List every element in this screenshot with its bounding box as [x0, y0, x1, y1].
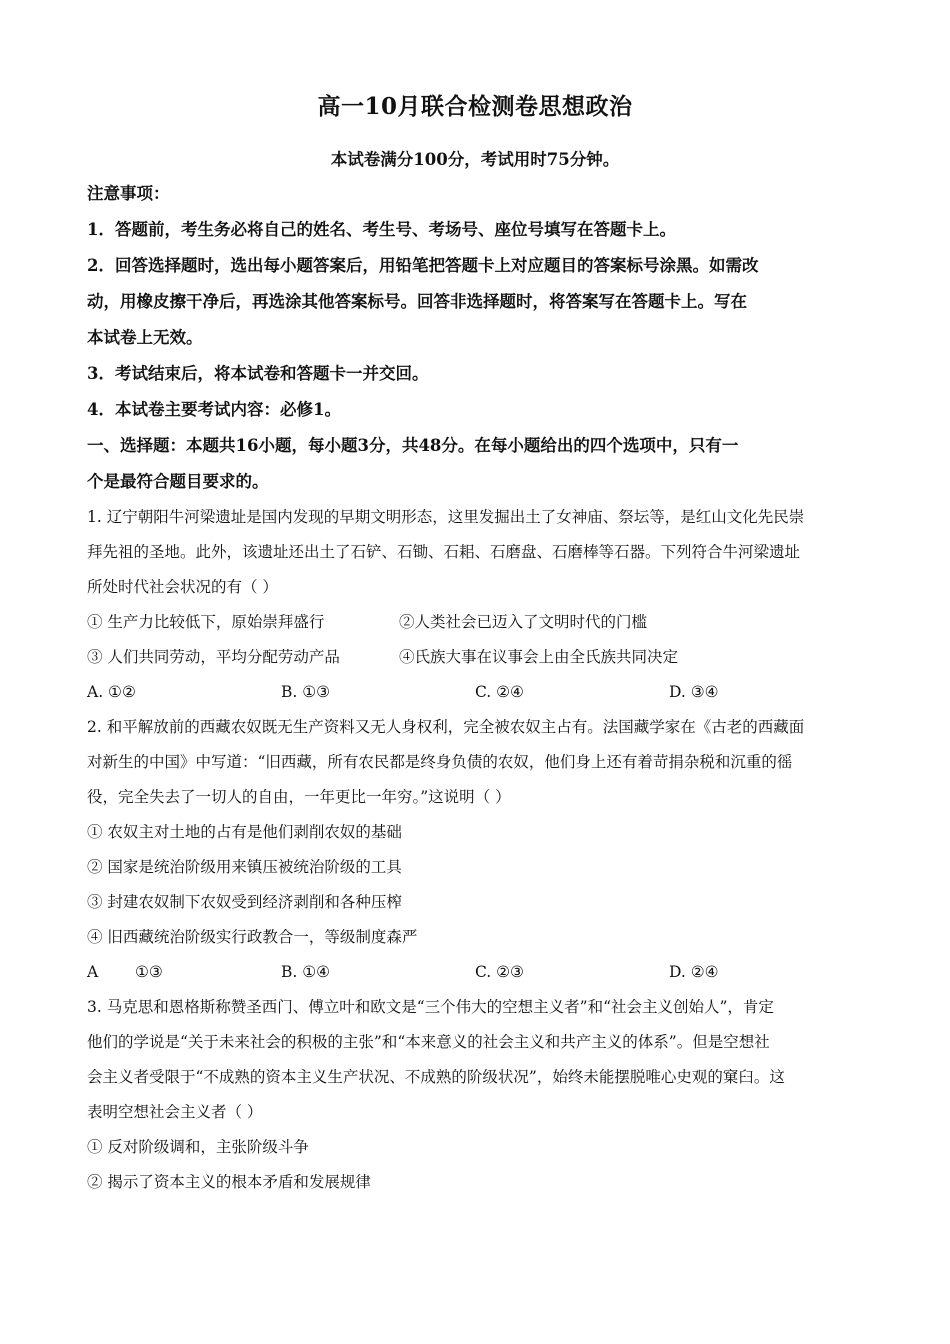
- statement: ① 农奴主对土地的占有是他们剥削农奴的基础: [87, 823, 402, 841]
- exam-content: [87, 176, 863, 1200]
- question-stem: 1. 辽宁朝阳牛河梁遗址是国内发现的早期文明形态，这里发掘出土了女神庙、祭坛等，是红山文化先民崇: [87, 508, 805, 526]
- answer-options: [87, 675, 863, 710]
- option-a-letter: A: [87, 963, 99, 981]
- question-1: [87, 500, 863, 710]
- notice-line: 1．答题前，考生务必将自己的姓名、考生号、考场号、座位号填写在答题卡上。: [87, 220, 676, 239]
- statement: ②人类社会已迈入了文明时代的门槛: [399, 613, 648, 631]
- section-heading: 一、选择题：本题共16小题，每小题3分，共48分。在每小题给出的四个选项中，只有一: [87, 436, 739, 455]
- question-stem: 对新生的中国》中写道：“旧西藏，所有农民都是终身负债的农奴，他们身上还有着苛捐杂税和沉重的徭: [87, 753, 793, 771]
- statement: ② 国家是统治阶级用来镇压被统治阶级的工具: [87, 858, 402, 876]
- notice-line: 4．本试卷主要考试内容：必修1。: [87, 400, 341, 419]
- option-a: A. ①②: [87, 683, 136, 701]
- question-stem: 2. 和平解放前的西藏农奴既无生产资料又无人身权利，完全被农奴主占有。法国藏学家在《古老的西藏面: [87, 718, 805, 736]
- option-c: C. ②③: [475, 963, 524, 981]
- answer-options: [87, 955, 863, 990]
- statement: ② 揭示了资本主义的根本矛盾和发展规律: [87, 1173, 371, 1191]
- question-stem: 会主义者受限于“不成熟的资本主义生产状况、不成熟的阶级状况”，始终未能摆脱唯心史观的窠臼。这: [87, 1068, 785, 1086]
- question-stem: 拜先祖的圣地。此外，该遗址还出土了石铲、石锄、石耜、石磨盘、石磨棒等石器。下列符合牛河梁遗址: [87, 543, 801, 561]
- exam-info: 本试卷满分100分，考试用时75分钟。: [330, 150, 620, 169]
- option-a: ①③: [135, 963, 163, 981]
- section-heading: 个是最符合题目要求的。: [87, 472, 269, 491]
- notice-line: 3．考试结束后，将本试卷和答题卡一并交回。: [87, 364, 429, 383]
- page-title: 高一10月联合检测卷思想政治: [317, 93, 633, 120]
- option-b: B. ①④: [281, 963, 331, 981]
- statement: ① 生产力比较低下，原始崇拜盛行: [87, 613, 325, 631]
- question-3: [87, 990, 863, 1200]
- notice-heading: 注意事项：: [87, 184, 170, 203]
- statement: ① 反对阶级调和，主张阶级斗争: [87, 1138, 309, 1156]
- option-d: D. ③④: [669, 683, 719, 701]
- question-stem: 3. 马克思和恩格斯称赞圣西门、傅立叶和欧文是“三个伟大的空想主义者”和“社会主义创始人”，肯定: [87, 998, 774, 1016]
- option-c: C. ②④: [475, 683, 524, 701]
- notice-line: 2．回答选择题时，选出每小题答案后，用铅笔把答题卡上对应题目的答案标号涂黑。如需改: [87, 256, 759, 275]
- statement: ④ 旧西藏统治阶级实行政教合一，等级制度森严: [87, 928, 418, 946]
- option-d: D. ②④: [669, 963, 719, 981]
- question-stem: 表明空想社会主义者（ ）: [87, 1103, 263, 1121]
- option-b: B. ①③: [281, 683, 331, 701]
- statement-row: [87, 640, 863, 675]
- notice-line: 本试卷上无效。: [87, 328, 203, 347]
- question-stem: 役，完全失去了一切人的自由，一年更比一年穷。”这说明（ ）: [87, 788, 511, 806]
- statement-row: [87, 605, 863, 640]
- question-2: [87, 710, 863, 990]
- statement: ③ 封建农奴制下农奴受到经济剥削和各种压榨: [87, 893, 402, 911]
- statement: ④氏族大事在议事会上由全氏族共同决定: [399, 648, 679, 666]
- statement: ③ 人们共同劳动，平均分配劳动产品: [87, 648, 340, 666]
- question-stem: 他们的学说是“关于未来社会的积极的主张”和“本来意义的社会主义和共产主义的体系”。但是空想社: [87, 1033, 770, 1051]
- notice-line: 动，用橡皮擦干净后，再选涂其他答案标号。回答非选择题时，将答案写在答题卡上。写在: [87, 292, 747, 311]
- question-stem: 所处时代社会状况的有（ ）: [87, 578, 278, 596]
